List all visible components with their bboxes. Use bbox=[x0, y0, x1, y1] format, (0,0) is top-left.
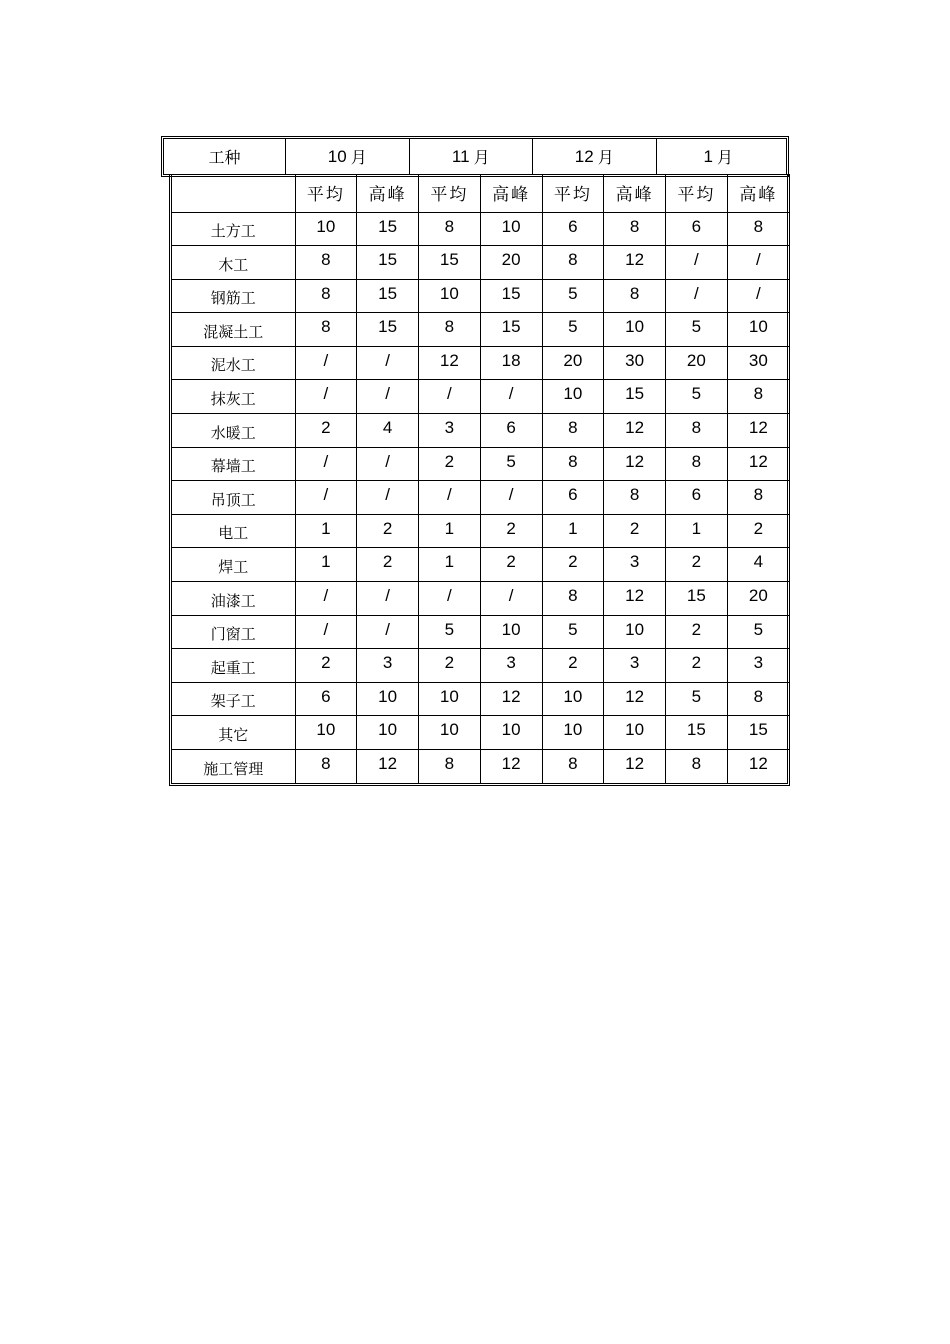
value-cell: 12 bbox=[480, 749, 542, 783]
month-unit: 月 bbox=[350, 148, 367, 167]
value-cell: 2 bbox=[480, 548, 542, 582]
value-cell: / bbox=[666, 246, 728, 280]
value-cell: 8 bbox=[295, 749, 357, 783]
value-cell: 15 bbox=[357, 279, 419, 313]
value-cell: 3 bbox=[727, 649, 789, 683]
value-cell: 12 bbox=[604, 414, 666, 448]
subheader-cell: 高峰 bbox=[357, 174, 419, 212]
value-cell: 15 bbox=[480, 313, 542, 347]
worktype-name-cell: 抹灰工 bbox=[172, 380, 295, 414]
labor-grid bbox=[172, 174, 789, 783]
value-cell: 2 bbox=[542, 649, 604, 683]
table-row bbox=[172, 414, 789, 448]
value-cell: 10 bbox=[419, 279, 481, 313]
value-cell: 2 bbox=[295, 649, 357, 683]
table-row bbox=[172, 548, 789, 582]
value-cell: 5 bbox=[419, 615, 481, 649]
value-cell: 8 bbox=[295, 313, 357, 347]
worktype-name-cell: 油漆工 bbox=[172, 581, 295, 615]
value-cell: 15 bbox=[480, 279, 542, 313]
value-cell: 5 bbox=[542, 615, 604, 649]
value-cell: 10 bbox=[480, 716, 542, 750]
value-cell: 12 bbox=[727, 749, 789, 783]
value-cell: 1 bbox=[419, 548, 481, 582]
value-cell: 10 bbox=[480, 212, 542, 246]
value-cell: 12 bbox=[604, 581, 666, 615]
value-cell: 8 bbox=[604, 212, 666, 246]
value-cell: 8 bbox=[295, 246, 357, 280]
value-cell: 10 bbox=[480, 615, 542, 649]
value-cell: 12 bbox=[604, 447, 666, 481]
value-cell: 8 bbox=[604, 481, 666, 515]
table-row bbox=[172, 447, 789, 481]
subheader-cell: 高峰 bbox=[604, 174, 666, 212]
header-worktype bbox=[164, 139, 286, 174]
value-cell: 5 bbox=[542, 279, 604, 313]
value-cell: 2 bbox=[357, 514, 419, 548]
value-cell: / bbox=[480, 581, 542, 615]
value-cell: / bbox=[295, 615, 357, 649]
value-cell: 12 bbox=[604, 682, 666, 716]
value-cell: 1 bbox=[666, 514, 728, 548]
worktype-name-cell: 施工管理 bbox=[172, 749, 295, 783]
value-cell: 8 bbox=[666, 447, 728, 481]
table-row bbox=[172, 346, 789, 380]
value-cell: 5 bbox=[666, 380, 728, 414]
value-cell: / bbox=[295, 346, 357, 380]
value-cell: / bbox=[357, 380, 419, 414]
value-cell: 5 bbox=[542, 313, 604, 347]
value-cell: 10 bbox=[542, 682, 604, 716]
value-cell: 6 bbox=[666, 481, 728, 515]
value-cell: / bbox=[357, 447, 419, 481]
worktype-name-cell: 幕墙工 bbox=[172, 447, 295, 481]
value-cell: 2 bbox=[727, 514, 789, 548]
value-cell: 2 bbox=[480, 514, 542, 548]
value-cell: 20 bbox=[727, 581, 789, 615]
value-cell: / bbox=[727, 246, 789, 280]
value-cell: 6 bbox=[542, 212, 604, 246]
month-unit: 月 bbox=[597, 148, 614, 167]
worktype-name-cell: 焊工 bbox=[172, 548, 295, 582]
value-cell: 8 bbox=[666, 414, 728, 448]
value-cell: 10 bbox=[604, 716, 666, 750]
table-row bbox=[172, 514, 789, 548]
value-cell: 4 bbox=[357, 414, 419, 448]
month-number: 1 bbox=[703, 146, 713, 166]
value-cell: 5 bbox=[480, 447, 542, 481]
value-cell: / bbox=[480, 481, 542, 515]
subheader-cell: 平均 bbox=[666, 174, 728, 212]
subheader-row bbox=[172, 174, 789, 212]
value-cell: / bbox=[666, 279, 728, 313]
value-cell: 20 bbox=[666, 346, 728, 380]
subheader-cell: 平均 bbox=[419, 174, 481, 212]
value-cell: 8 bbox=[419, 313, 481, 347]
value-cell: 8 bbox=[419, 212, 481, 246]
value-cell: 2 bbox=[357, 548, 419, 582]
value-cell: 2 bbox=[604, 514, 666, 548]
month-number: 10 bbox=[327, 146, 347, 166]
value-cell: 8 bbox=[604, 279, 666, 313]
value-cell: / bbox=[419, 581, 481, 615]
value-cell: 3 bbox=[604, 548, 666, 582]
value-cell: / bbox=[295, 447, 357, 481]
value-cell: 12 bbox=[419, 346, 481, 380]
subheader-cell: 高峰 bbox=[727, 174, 789, 212]
month-unit: 月 bbox=[473, 148, 490, 167]
table-row bbox=[172, 581, 789, 615]
value-cell: 2 bbox=[419, 649, 481, 683]
value-cell: 8 bbox=[727, 212, 789, 246]
value-cell: 1 bbox=[542, 514, 604, 548]
value-cell: / bbox=[419, 481, 481, 515]
worktype-name-cell: 起重工 bbox=[172, 649, 295, 683]
value-cell: 12 bbox=[727, 414, 789, 448]
worktype-name-cell: 泥水工 bbox=[172, 346, 295, 380]
value-cell: 5 bbox=[727, 615, 789, 649]
value-cell: 2 bbox=[666, 548, 728, 582]
worktype-name-cell: 土方工 bbox=[172, 212, 295, 246]
table-row bbox=[172, 481, 789, 515]
value-cell: 8 bbox=[666, 749, 728, 783]
header-month-nov bbox=[410, 139, 534, 174]
value-cell: / bbox=[357, 581, 419, 615]
worktype-name-cell: 电工 bbox=[172, 514, 295, 548]
value-cell: 20 bbox=[480, 246, 542, 280]
table-row bbox=[172, 380, 789, 414]
worktype-name-cell: 钢筋工 bbox=[172, 279, 295, 313]
value-cell: 8 bbox=[542, 246, 604, 280]
value-cell: 2 bbox=[666, 615, 728, 649]
value-cell: 18 bbox=[480, 346, 542, 380]
value-cell: 15 bbox=[666, 581, 728, 615]
value-cell: 2 bbox=[542, 548, 604, 582]
value-cell: 10 bbox=[604, 313, 666, 347]
worktype-name-cell: 混凝土工 bbox=[172, 313, 295, 347]
header-month-jan bbox=[657, 139, 781, 174]
worktype-name-cell: 门窗工 bbox=[172, 615, 295, 649]
value-cell: 15 bbox=[666, 716, 728, 750]
value-cell: 10 bbox=[295, 212, 357, 246]
value-cell: 15 bbox=[357, 212, 419, 246]
value-cell: 15 bbox=[604, 380, 666, 414]
value-cell: 12 bbox=[604, 749, 666, 783]
value-cell: 2 bbox=[419, 447, 481, 481]
value-cell: 10 bbox=[727, 313, 789, 347]
value-cell: 10 bbox=[542, 716, 604, 750]
value-cell: 15 bbox=[357, 313, 419, 347]
value-cell: 5 bbox=[666, 313, 728, 347]
subheader-empty-cell bbox=[172, 174, 295, 212]
worktype-name-cell: 吊顶工 bbox=[172, 481, 295, 515]
value-cell: 1 bbox=[295, 548, 357, 582]
value-cell: 8 bbox=[727, 682, 789, 716]
value-cell: / bbox=[357, 615, 419, 649]
value-cell: 10 bbox=[604, 615, 666, 649]
value-cell: 10 bbox=[357, 716, 419, 750]
table-row bbox=[172, 615, 789, 649]
value-cell: / bbox=[480, 380, 542, 414]
table-row bbox=[172, 313, 789, 347]
table-header-row bbox=[161, 136, 789, 177]
value-cell: 3 bbox=[604, 649, 666, 683]
table-row bbox=[172, 649, 789, 683]
value-cell: 10 bbox=[419, 716, 481, 750]
value-cell: 15 bbox=[727, 716, 789, 750]
value-cell: 8 bbox=[295, 279, 357, 313]
value-cell: 12 bbox=[604, 246, 666, 280]
header-worktype-label: 工种 bbox=[208, 148, 241, 167]
value-cell: / bbox=[419, 380, 481, 414]
value-cell: 8 bbox=[542, 414, 604, 448]
value-cell: 8 bbox=[727, 481, 789, 515]
value-cell: 20 bbox=[542, 346, 604, 380]
value-cell: 2 bbox=[295, 414, 357, 448]
value-cell: 3 bbox=[480, 649, 542, 683]
value-cell: 8 bbox=[542, 581, 604, 615]
value-cell: 8 bbox=[542, 749, 604, 783]
header-month-oct bbox=[286, 139, 410, 174]
value-cell: 10 bbox=[357, 682, 419, 716]
subheader-cell: 高峰 bbox=[480, 174, 542, 212]
table-row bbox=[172, 749, 789, 783]
value-cell: 12 bbox=[727, 447, 789, 481]
value-cell: 3 bbox=[419, 414, 481, 448]
labor-table bbox=[169, 174, 790, 786]
value-cell: 15 bbox=[419, 246, 481, 280]
value-cell: 30 bbox=[727, 346, 789, 380]
month-unit: 月 bbox=[716, 148, 733, 167]
value-cell: 6 bbox=[480, 414, 542, 448]
value-cell: 5 bbox=[666, 682, 728, 716]
table-row bbox=[172, 716, 789, 750]
subheader-cell: 平均 bbox=[542, 174, 604, 212]
value-cell: / bbox=[295, 581, 357, 615]
value-cell: 10 bbox=[295, 716, 357, 750]
value-cell: 1 bbox=[419, 514, 481, 548]
month-number: 12 bbox=[574, 146, 594, 166]
value-cell: / bbox=[295, 481, 357, 515]
value-cell: 10 bbox=[419, 682, 481, 716]
value-cell: 8 bbox=[542, 447, 604, 481]
value-cell: 10 bbox=[542, 380, 604, 414]
value-cell: / bbox=[295, 380, 357, 414]
worktype-name-cell: 水暖工 bbox=[172, 414, 295, 448]
table-row bbox=[172, 682, 789, 716]
worktype-name-cell: 架子工 bbox=[172, 682, 295, 716]
worktype-name-cell: 木工 bbox=[172, 246, 295, 280]
value-cell: 1 bbox=[295, 514, 357, 548]
header-month-dec bbox=[533, 139, 657, 174]
worktype-name-cell: 其它 bbox=[172, 716, 295, 750]
value-cell: 8 bbox=[727, 380, 789, 414]
value-cell: / bbox=[727, 279, 789, 313]
value-cell: 12 bbox=[480, 682, 542, 716]
value-cell: 6 bbox=[295, 682, 357, 716]
value-cell: 30 bbox=[604, 346, 666, 380]
value-cell: 6 bbox=[542, 481, 604, 515]
value-cell: 2 bbox=[666, 649, 728, 683]
value-cell: 6 bbox=[666, 212, 728, 246]
value-cell: / bbox=[357, 346, 419, 380]
subheader-cell: 平均 bbox=[295, 174, 357, 212]
value-cell: 3 bbox=[357, 649, 419, 683]
table-row bbox=[172, 212, 789, 246]
value-cell: 4 bbox=[727, 548, 789, 582]
table-row bbox=[172, 246, 789, 280]
value-cell: / bbox=[357, 481, 419, 515]
value-cell: 8 bbox=[419, 749, 481, 783]
value-cell: 12 bbox=[357, 749, 419, 783]
value-cell: 15 bbox=[357, 246, 419, 280]
table-row bbox=[172, 279, 789, 313]
month-number: 11 bbox=[451, 146, 470, 166]
